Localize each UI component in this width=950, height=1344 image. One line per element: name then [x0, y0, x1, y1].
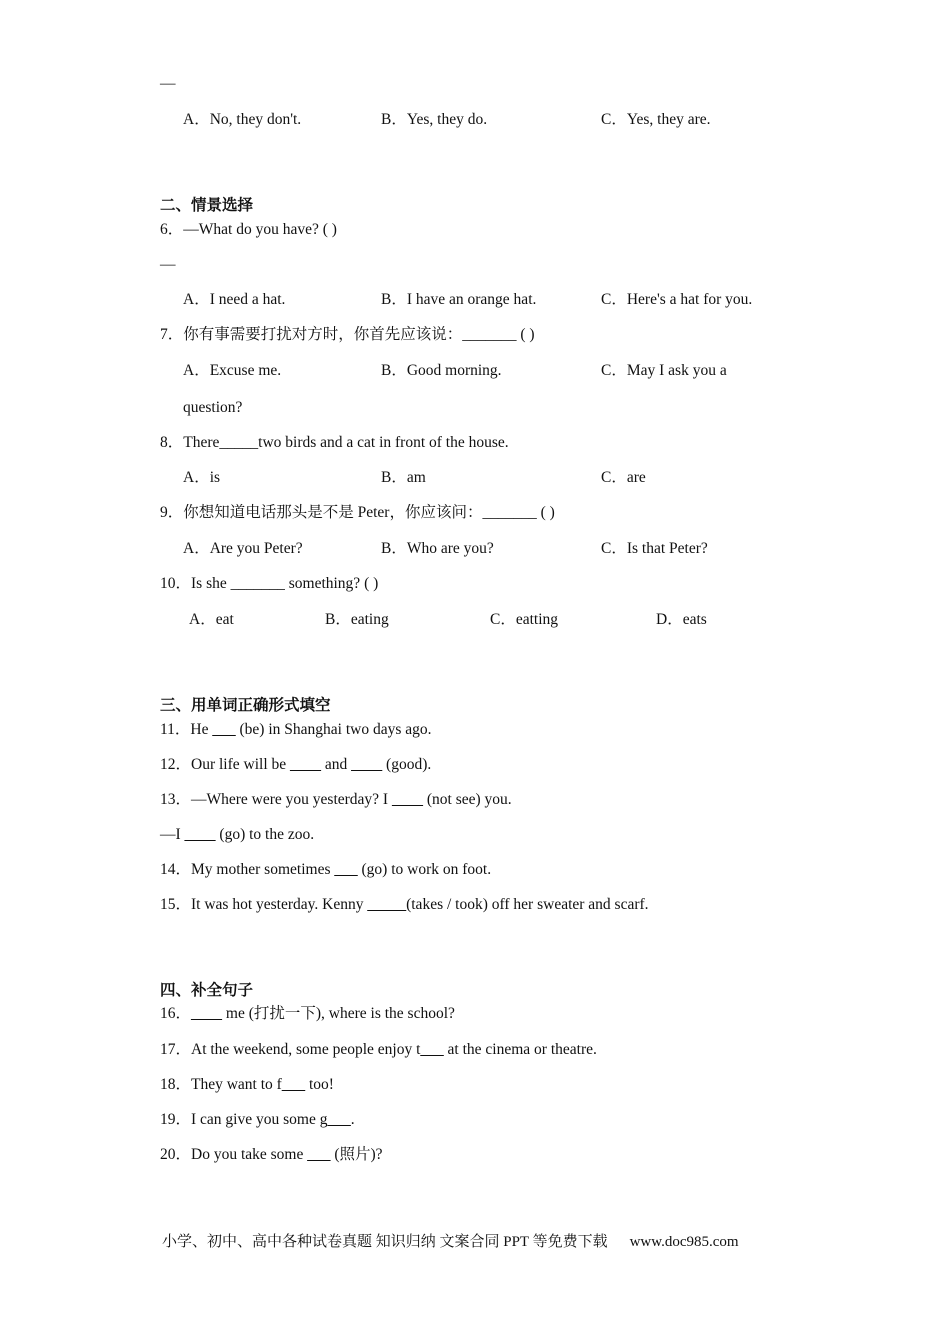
question-19: 19．I can give you some g___. — [160, 1111, 355, 1128]
option-a[interactable]: A．No, they don't. — [183, 111, 302, 128]
question-10: 10．Is she _______ something? ( ) — [160, 575, 379, 592]
section-heading-4: 四、补全句子 — [160, 981, 254, 999]
question-9: 9．你想知道电话那头是不是 Peter，你应该问：_______ ( ) — [160, 504, 555, 521]
question-11: 11．He ___ (be) in Shanghai two days ago. — [160, 721, 432, 738]
q10-option-d[interactable]: D．eats — [656, 611, 707, 628]
answer-blank[interactable]: ___ — [281, 1076, 306, 1093]
q10-option-c[interactable]: C．eatting — [490, 611, 559, 628]
question-13-reply: —I ____ (go) to the zoo. — [160, 826, 315, 843]
footer-url[interactable]: www.doc985.com — [629, 1234, 739, 1250]
answer-blank[interactable]: ____ — [351, 756, 383, 773]
answer-blank[interactable]: _____ — [367, 896, 407, 913]
q6-option-c[interactable]: C．Here's a hat for you. — [601, 291, 753, 308]
answer-blank[interactable]: ____ — [391, 791, 423, 808]
answer-blank[interactable]: ___ — [334, 861, 358, 878]
option-c[interactable]: C．Yes, they are. — [601, 111, 711, 128]
answer-blank[interactable]: ____ — [290, 756, 322, 773]
question-20: 20．Do you take some ___ (照片)? — [160, 1146, 383, 1163]
question-13: 13．—Where were you yesterday? I ____ (not see) you. — [160, 791, 512, 808]
question-6: 6．—What do you have? ( ) — [160, 221, 337, 238]
answer-blank[interactable]: ___ — [212, 721, 236, 738]
question-7: 7．你有事需要打扰对方时，你首先应该说：_______ ( ) — [160, 326, 535, 343]
q8-option-b[interactable]: B．am — [381, 469, 426, 486]
q9-option-a[interactable]: A．Are you Peter? — [183, 540, 303, 557]
option-b[interactable]: B．Yes, they do. — [381, 111, 488, 128]
answer-blank[interactable]: ___ — [327, 1111, 351, 1128]
question-18: 18．They want to f___ too! — [160, 1076, 334, 1093]
question-17: 17．At the weekend, some people enjoy t___ at the cinema or theatre. — [160, 1041, 597, 1058]
answer-dash: — — [160, 256, 176, 273]
q7-option-a[interactable]: A．Excuse me. — [183, 362, 282, 379]
q8-option-c[interactable]: C．are — [601, 469, 646, 486]
answer-blank[interactable]: ____ — [191, 1005, 223, 1022]
page-footer — [162, 1230, 739, 1251]
question-12: 12．Our life will be ____ and ____ (good). — [160, 756, 432, 773]
answer-blank[interactable]: ___ — [307, 1146, 331, 1163]
footer-text: 小学、初中、高中各种试卷真题 知识归纳 文案合同 PPT 等免费下载 — [162, 1234, 608, 1250]
section-heading-3: 三、用单词正确形式填空 — [160, 696, 331, 714]
q7-option-c-wrap: question? — [183, 399, 243, 416]
q7-option-b[interactable]: B．Good morning. — [381, 362, 502, 379]
q10-option-b[interactable]: B．eating — [325, 611, 389, 628]
answer-dash: — — [160, 75, 176, 92]
section-heading-2: 二、情景选择 — [160, 196, 254, 214]
q7-option-c[interactable]: C．May I ask you a — [601, 362, 727, 379]
question-15: 15．It was hot yesterday. Kenny _____(takes / took) off her sweater and scarf. — [160, 896, 649, 913]
q9-option-c[interactable]: C．Is that Peter? — [601, 540, 708, 557]
question-14: 14．My mother sometimes ___ (go) to work on foot. — [160, 861, 492, 878]
q8-option-a[interactable]: A．is — [183, 469, 221, 486]
q6-option-b[interactable]: B．I have an orange hat. — [381, 291, 537, 308]
q6-option-a[interactable]: A．I need a hat. — [183, 291, 286, 308]
answer-blank[interactable]: ____ — [184, 826, 216, 843]
q9-option-b[interactable]: B．Who are you? — [381, 540, 494, 557]
question-8: 8．There_____two birds and a cat in front of the house. — [160, 434, 509, 451]
question-16: 16．____ me (打扰一下), where is the school? — [160, 1005, 455, 1022]
answer-blank[interactable]: ___ — [420, 1041, 444, 1058]
q10-option-a[interactable]: A．eat — [189, 611, 234, 628]
